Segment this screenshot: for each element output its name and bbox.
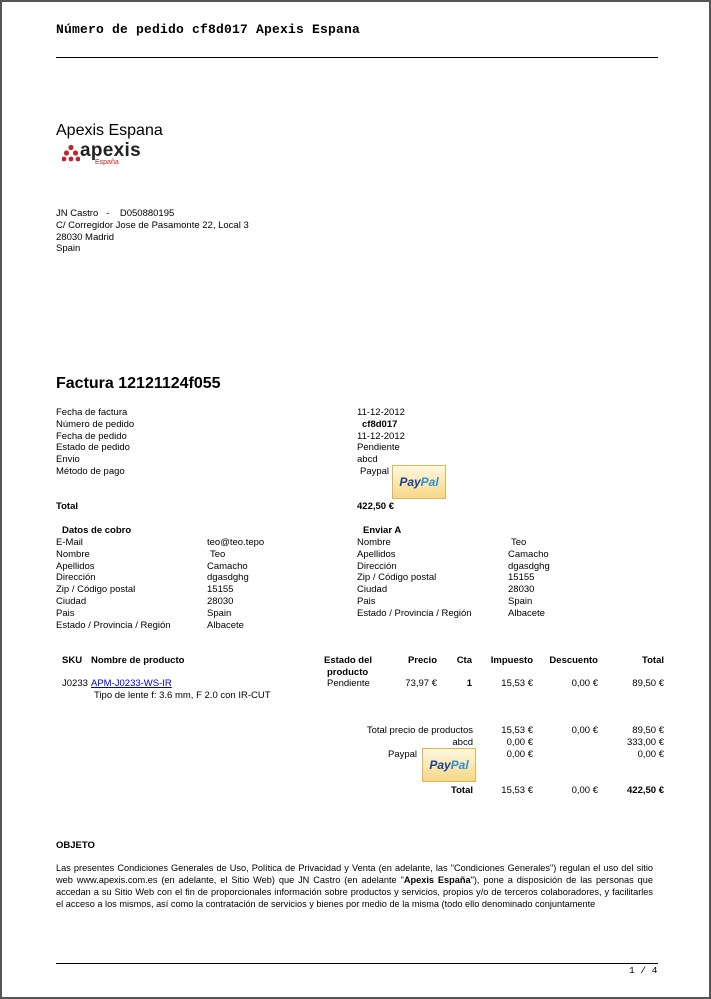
subtotal-discount: 0,00 € <box>571 725 598 736</box>
col-sku: SKU <box>62 655 83 666</box>
field-label: Número de pedido <box>56 418 135 430</box>
grand-total-value: 422,50 € <box>627 785 664 796</box>
shipping-label: Pais <box>357 595 376 607</box>
address-line: Spain <box>56 243 81 255</box>
grand-total-tax: 15,53 € <box>501 785 533 796</box>
logo-dots-icon <box>62 144 80 162</box>
payment-fee-tax: 0,00 € <box>506 749 533 760</box>
address-line: 28030 Madrid <box>56 231 115 243</box>
shipping-method: abcd <box>357 454 378 466</box>
shipping-cost-tax: 0,00 € <box>506 737 533 748</box>
billing-label: Nombre <box>56 548 90 560</box>
document-header-title: Número de pedido cf8d017 Apexis Espana <box>56 22 361 37</box>
col-discount: Descuento <box>549 655 598 666</box>
col-status-line: Estado del <box>324 655 373 666</box>
header-rule <box>56 57 658 58</box>
col-status-line: producto <box>327 666 369 678</box>
grand-total-label: Total <box>451 785 473 796</box>
paypal-logo <box>422 748 476 782</box>
paypal-logo-pal: Pal <box>450 758 469 772</box>
billing-value: Spain <box>207 607 232 619</box>
terms-paragraph <box>56 862 653 910</box>
field-label: Envio <box>56 454 80 466</box>
shipping-value: Teo <box>511 537 527 548</box>
field-label: Estado de pedido <box>56 442 130 454</box>
shipping-value: Spain <box>508 595 533 607</box>
logo-text: apexis <box>80 140 141 161</box>
subtotal-total: 89,50 € <box>632 725 664 736</box>
shipping-value: dgasdghg <box>508 560 550 572</box>
billing-label: Zip / Código postal <box>56 584 136 596</box>
billing-value: 15155 <box>207 584 234 596</box>
col-qty: Cta <box>456 655 472 666</box>
terms-brand: Apexis España <box>403 875 471 886</box>
item-option: Tipo de lente f: 3.6 mm, F 2.0 con IR-CUT <box>94 690 271 701</box>
item-tax: 15,53 € <box>501 678 533 689</box>
col-price: Precio <box>407 655 437 666</box>
item-sku: J0233 <box>62 678 88 689</box>
payment-method: Paypal <box>360 465 390 477</box>
paypal-logo-pal: Pal <box>420 475 439 489</box>
item-name-link[interactable]: APM-J0233-WS-IR <box>91 678 172 689</box>
billing-label: E-Mail <box>56 537 83 548</box>
address-line: JN Castro - D050880195 <box>56 208 175 219</box>
billing-labels <box>56 537 171 631</box>
store-address <box>56 208 249 255</box>
shipping-value: Albacete <box>508 607 545 619</box>
item-price: 73,97 € <box>405 678 437 689</box>
shipping-value: 15155 <box>508 572 535 584</box>
store-name: Apexis Espana <box>56 122 163 139</box>
shipping-title: Enviar A <box>363 525 402 536</box>
invoice-date: 11-12-2012 <box>357 407 405 418</box>
paypal-logo-pay: Pay <box>429 758 451 772</box>
billing-label: Apellidos <box>56 560 95 572</box>
order-number: cf8d017 <box>362 418 398 430</box>
invoice-title: Factura 12121124f055 <box>56 375 221 392</box>
billing-value: Teo <box>210 548 226 560</box>
address-line: C/ Corregidor Jose de Pasamonte 22, Local 3 <box>56 219 249 231</box>
billing-value: Camacho <box>207 560 248 572</box>
billing-label: Estado / Provincia / Región <box>56 619 171 631</box>
invoice-field-labels <box>56 407 134 478</box>
field-label: Fecha de pedido <box>56 430 127 442</box>
billing-value: Albacete <box>207 619 244 631</box>
payment-fee-total: 0,00 € <box>637 749 664 760</box>
footer-rule <box>56 963 658 964</box>
shipping-label: Nombre <box>357 537 391 548</box>
shipping-label: Estado / Provincia / Región <box>357 607 472 619</box>
shipping-cost-total: 333,00 € <box>627 737 664 748</box>
order-status: Pendiente <box>357 442 400 454</box>
billing-value: dgasdghg <box>207 572 249 584</box>
billing-label: Ciudad <box>56 595 87 607</box>
payment-fee-label: Paypal <box>388 749 418 760</box>
billing-label: Dirección <box>56 572 96 584</box>
store-logo <box>62 142 152 168</box>
field-label: Método de pago <box>56 465 125 477</box>
billing-label: Pais <box>56 607 75 619</box>
shipping-labels <box>357 537 472 620</box>
subtotal-tax: 15,53 € <box>501 725 533 736</box>
shipping-cost-label: abcd <box>452 737 473 748</box>
col-tax: Impuesto <box>490 655 533 666</box>
billing-title: Datos de cobro <box>62 525 132 536</box>
shipping-values <box>508 537 550 620</box>
terms-text: Las presentes Condiciones Generales de Uso, Política de Privacidad y Venta (en adelante, las "Condiciones Generales") regulan el uso del sitio web www.apexis.com.es (en adelante, el Sitio Web) que JN Castro (en adelante " <box>56 863 653 886</box>
paypal-logo-pay: Pay <box>399 475 421 489</box>
logo-subtext: España <box>95 159 119 166</box>
col-product-name: Nombre de producto <box>91 655 185 666</box>
terms-title: OBJETO <box>56 840 95 851</box>
order-date: 11-12-2012 <box>357 430 405 442</box>
subtotal-label: Total precio de productos <box>366 725 473 736</box>
billing-values <box>207 537 264 631</box>
item-status: Pendiente <box>327 678 370 689</box>
billing-value: teo@teo.tepo <box>207 537 265 548</box>
col-status <box>324 655 372 679</box>
item-total: 89,50 € <box>632 678 664 689</box>
col-total: Total <box>642 655 664 666</box>
shipping-label: Apellidos <box>357 548 396 560</box>
field-label: Fecha de factura <box>56 407 128 418</box>
grand-total-discount: 0,00 € <box>571 785 598 796</box>
invoice-total-label: Total <box>56 501 78 512</box>
shipping-label: Ciudad <box>357 584 388 596</box>
item-discount: 0,00 € <box>571 678 598 689</box>
billing-value: 28030 <box>207 595 234 607</box>
shipping-value: Camacho <box>508 548 549 560</box>
shipping-value: 28030 <box>508 584 535 596</box>
shipping-label: Dirección <box>357 560 397 572</box>
terms-text: "), pone a disposición de las personas que accedan a su Sitio Web con el fin de proporcionales información sobre productos y servicios, propios y/o de terceros colaboradores, y facilitarles el acceso a los mismos, así como la contratación de servicios y bienes por medio de la misma (todo ello denominado conjuntamente <box>56 875 653 910</box>
paypal-logo <box>392 465 446 499</box>
page-number: 1 / 4 <box>629 965 658 976</box>
invoice-total-value: 422,50 € <box>357 501 394 512</box>
item-qty: 1 <box>466 678 472 689</box>
shipping-label: Zip / Código postal <box>357 572 437 584</box>
